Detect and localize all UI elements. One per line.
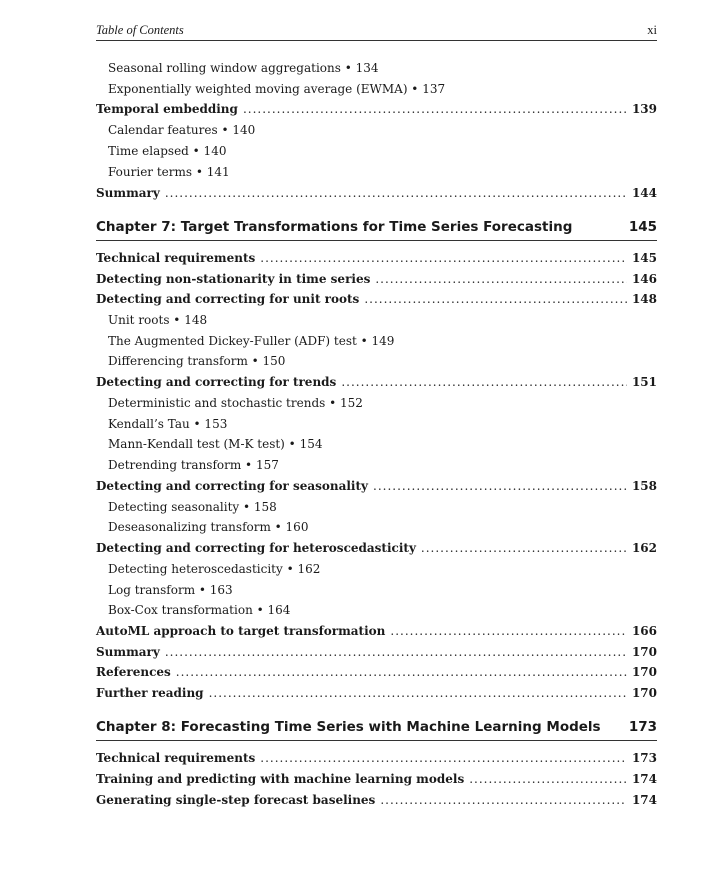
chapter-heading[interactable] [96,218,657,241]
toc-subentry[interactable]: Calendar features • 140 [108,123,256,137]
chapter-heading[interactable] [96,718,657,741]
toc-entry[interactable] [96,479,657,499]
toc-entry[interactable] [96,186,657,206]
toc-entry-page: 146 [631,272,657,286]
toc-entry[interactable] [96,292,657,312]
toc-entry-title: Detecting and correcting for seasonality [96,479,369,493]
dot-leader [341,375,627,389]
toc-entry-page: 174 [631,772,657,786]
toc-entry[interactable] [96,541,657,561]
toc-entry-title: Temporal embedding [96,102,238,116]
toc-subentry[interactable]: Differencing transform • 150 [108,354,286,368]
chapter-page: 173 [628,719,657,735]
toc-entry-page: 162 [631,541,657,555]
toc-entry-title: Training and predicting with machine learning models [96,772,465,786]
toc-subentry[interactable]: Exponentially weighted moving average (EWMA) • 137 [108,82,446,96]
dot-leader [165,186,627,200]
toc-subentry[interactable]: The Augmented Dickey-Fuller (ADF) test • 149 [108,334,395,348]
toc-entry-title: Detecting non-stationarity in time series [96,272,371,286]
toc-entry-title: Technical requirements [96,751,256,765]
toc-subentry[interactable]: Detecting seasonality • 158 [108,500,277,514]
toc-entry[interactable] [96,772,657,792]
toc-entry-page: 170 [631,645,657,659]
dot-leader [260,751,627,765]
dot-leader [373,479,627,493]
toc-entry-title: References [96,665,171,679]
toc-entry-page: 148 [631,292,657,306]
toc-subentry[interactable]: Box-Cox transformation • 164 [108,603,291,617]
toc-subentry[interactable]: Mann-Kendall test (M-K test) • 154 [108,437,323,451]
toc-entry-title: Generating single-step forecast baselines [96,793,376,807]
toc-subentry[interactable]: Detecting heteroscedasticity • 162 [108,562,321,576]
toc-entry-page: 174 [631,793,657,807]
toc-entry-page: 144 [631,186,657,200]
toc-entry-title: Detecting and correcting for trends [96,375,337,389]
chapter-title: Chapter 7: Target Transformations for Time Series Forecasting [96,219,573,235]
toc-entry[interactable] [96,751,657,771]
toc-subentry[interactable]: Fourier terms • 141 [108,165,230,179]
toc-entry-page: 145 [631,251,657,265]
toc-entry[interactable] [96,624,657,644]
dot-leader [390,624,627,638]
dot-leader [209,686,627,700]
dot-leader [165,645,627,659]
toc-entry[interactable] [96,102,657,122]
toc-entry-title: AutoML approach to target transformation [96,624,386,638]
dot-leader [380,793,627,807]
toc-entry[interactable] [96,645,657,665]
toc-subentry[interactable]: Unit roots • 148 [108,313,208,327]
toc-entry[interactable] [96,665,657,685]
running-header [96,22,657,41]
header-title: Table of Contents [96,23,184,37]
toc-entry-page: 158 [631,479,657,493]
dot-leader [364,292,627,306]
toc-subentry[interactable]: Detrending transform • 157 [108,458,279,472]
toc-entry-title: Detecting and correcting for unit roots [96,292,360,306]
toc-entry-title: Summary [96,645,160,659]
toc-entry-title: Summary [96,186,160,200]
toc-subentry[interactable]: Seasonal rolling window aggregations • 134 [108,61,379,75]
toc-subentry[interactable]: Kendall’s Tau • 153 [108,417,228,431]
toc-entry-page: 166 [631,624,657,638]
toc-entry-title: Detecting and correcting for heteroscedasticity [96,541,416,555]
toc-subentry[interactable]: Deterministic and stochastic trends • 152 [108,396,363,410]
toc-entry-page: 173 [631,751,657,765]
dot-leader [469,772,627,786]
toc-entry-title: Further reading [96,686,204,700]
chapter-title: Chapter 8: Forecasting Time Series with Machine Learning Models [96,719,601,735]
toc-entry[interactable] [96,686,657,706]
toc-subentry[interactable]: Deseasonalizing transform • 160 [108,520,309,534]
toc-entry[interactable] [96,251,657,271]
dot-leader [243,102,627,116]
dot-leader [260,251,627,265]
toc-entry-page: 151 [631,375,657,389]
toc-entry-title: Technical requirements [96,251,256,265]
toc-entry-page: 139 [631,102,657,116]
chapter-page: 145 [628,219,657,235]
toc-entry-page: 170 [631,686,657,700]
dot-leader [375,272,627,286]
toc-entry-page: 170 [631,665,657,679]
toc-subentry[interactable]: Time elapsed • 140 [108,144,227,158]
dot-leader [421,541,627,555]
toc-entry[interactable] [96,375,657,395]
dot-leader [176,665,627,679]
toc-subentry[interactable]: Log transform • 163 [108,583,233,597]
toc-entry[interactable] [96,793,657,813]
page-number: xi [647,23,657,37]
toc-entry[interactable] [96,272,657,292]
